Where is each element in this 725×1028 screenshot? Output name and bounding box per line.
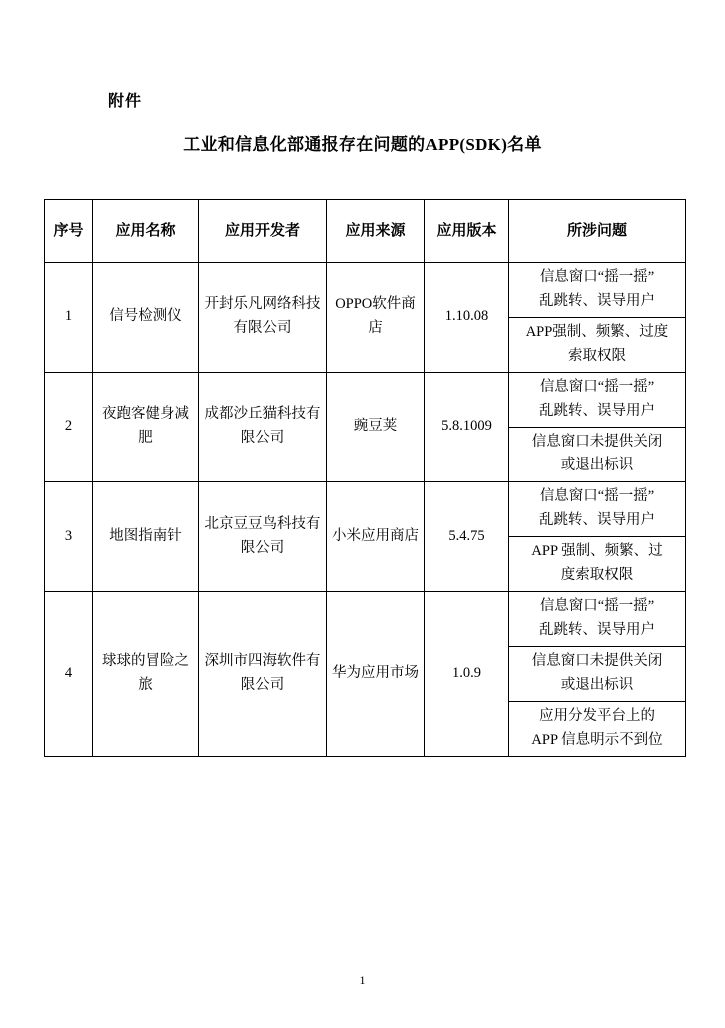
header-version: 应用版本	[425, 200, 509, 263]
cell-problem	[509, 592, 686, 647]
problem-line-1: 信息窗口未提供关闭	[531, 652, 663, 669]
problem-line-1: APP 强制、频繁、过	[531, 543, 663, 560]
header-seq: 序号	[45, 200, 93, 263]
cell-version: 1.10.08	[425, 263, 509, 373]
problem-line-2: 索取权限	[568, 347, 626, 364]
problem-line-1: 信息窗口“摇一摇”	[539, 598, 655, 615]
cell-source: 华为应用市场	[327, 592, 425, 757]
attachment-label: 附件	[108, 93, 143, 110]
problem-line-1: 信息窗口“摇一摇”	[539, 269, 655, 285]
problem-line-1: 信息窗口“摇一摇”	[539, 378, 655, 395]
cell-seq: 1	[45, 263, 93, 373]
cell-source: OPPO软件商店	[327, 263, 425, 373]
cell-problem	[509, 701, 686, 756]
page-title: 工业和信息化部通报存在问题的APP(SDK)名单	[183, 135, 542, 154]
cell-seq: 4	[45, 592, 93, 757]
cell-source: 小米应用商店	[327, 482, 425, 592]
cell-version: 5.8.1009	[425, 372, 509, 482]
cell-problem	[509, 482, 686, 537]
header-problems: 所涉问题	[509, 200, 686, 263]
problem-line-2: 乱跳转、误导用户	[539, 292, 655, 309]
cell-problem	[509, 317, 686, 372]
cell-developer: 开封乐凡网络科技有限公司	[199, 263, 327, 373]
problem-line-2: 或退出标识	[560, 457, 634, 474]
app-problem-table	[44, 199, 686, 757]
problem-line-1: APP强制、频繁、过度	[525, 323, 669, 340]
cell-app-name: 球球的冒险之旅	[93, 592, 199, 757]
header-app-name: 应用名称	[93, 200, 199, 263]
cell-seq: 3	[45, 482, 93, 592]
problem-line-2: 或退出标识	[560, 676, 634, 693]
cell-source: 豌豆荚	[327, 372, 425, 482]
table-row	[45, 482, 686, 537]
cell-seq: 2	[45, 372, 93, 482]
cell-problem	[509, 646, 686, 701]
cell-developer: 成都沙丘猫科技有限公司	[199, 372, 327, 482]
table-header-row	[45, 200, 686, 263]
header-developer: 应用开发者	[199, 200, 327, 263]
cell-version: 1.0.9	[425, 592, 509, 757]
problem-line-2: 乱跳转、误导用户	[539, 512, 655, 529]
cell-app-name: 地图指南针	[93, 482, 199, 592]
cell-developer: 北京豆豆鸟科技有限公司	[199, 482, 327, 592]
table-row	[45, 263, 686, 318]
table-row	[45, 592, 686, 647]
header-source: 应用来源	[327, 200, 425, 263]
problem-line-2: 乱跳转、误导用户	[539, 621, 655, 638]
cell-version: 5.4.75	[425, 482, 509, 592]
problem-line-2: 乱跳转、误导用户	[539, 402, 655, 419]
problem-line-2: APP 信息明示不到位	[531, 731, 663, 748]
cell-app-name: 信号检测仪	[93, 263, 199, 373]
problem-line-2: 度索取权限	[560, 567, 634, 584]
page-number: 1	[359, 973, 366, 987]
cell-developer: 深圳市四海软件有限公司	[199, 592, 327, 757]
cell-problem	[509, 372, 686, 427]
cell-problem	[509, 427, 686, 482]
problem-line-1: 应用分发平台上的	[539, 707, 655, 724]
problem-line-1: 信息窗口“摇一摇”	[539, 488, 655, 505]
problem-line-1: 信息窗口未提供关闭	[531, 433, 663, 450]
cell-app-name: 夜跑客健身减肥	[93, 372, 199, 482]
table-row	[45, 372, 686, 427]
cell-problem	[509, 537, 686, 592]
cell-problem	[509, 263, 686, 318]
